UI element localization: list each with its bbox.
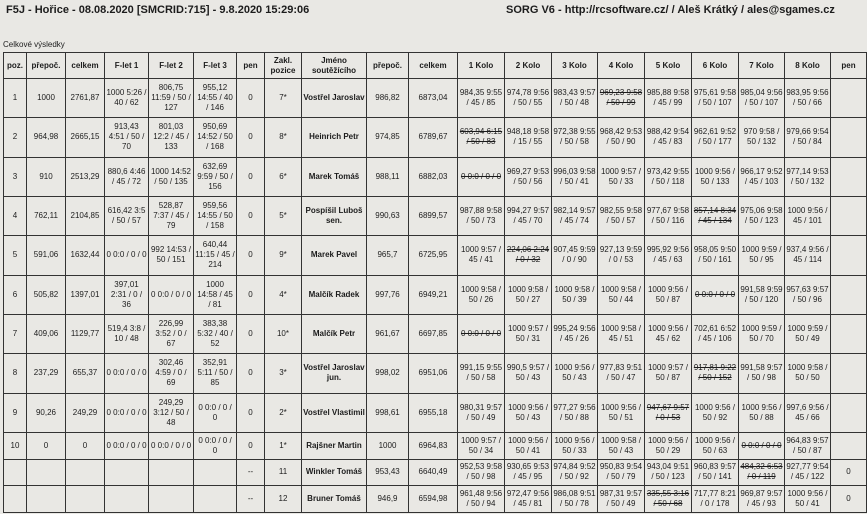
round-cell: 907,45 9:59 / 0 / 90 [552,236,598,275]
round-cell: 1000 9:57 / 50 / 33 [598,157,645,196]
celkem-total-cell: 6697,85 [409,314,458,353]
table-row [4,118,867,157]
col-header-kolo2: 2 Kolo [505,53,552,79]
pen-cell: 0 [237,118,265,157]
rank-cell: 1 [4,79,27,118]
prepoc-cell: 90,26 [27,393,66,432]
flight-cell: 955,12 14:55 / 40 / 146 [194,79,237,118]
software-link[interactable]: http://rcsoftware.cz/ [564,4,669,16]
prepoc-total-cell: 946,9 [367,486,409,513]
table-row [4,275,867,314]
col-header-kolo4: 4 Kolo [598,53,645,79]
round-cell: 972,47 9:56 / 45 / 81 [505,486,552,513]
flight-cell: 616,42 3:5 / 50 / 57 [105,196,149,235]
celkem-total-cell: 6882,03 [409,157,458,196]
author-name: / Aleš Krátký / [668,4,748,16]
round-cell: 1000 9:56 / 50 / 92 [692,393,739,432]
round-cell: 964,83 9:57 / 50 / 87 [785,432,831,459]
flight-cell: 0 0:0 / 0 / 0 [105,393,149,432]
pen-total-cell [831,314,867,353]
round-cell: 988,42 9:54 / 45 / 83 [645,118,692,157]
round-cell: 702,61 6:52 / 45 / 106 [692,314,739,353]
round-cell: 1000 9:58 / 50 / 27 [505,275,552,314]
round-cell: 1000 9:58 / 50 / 44 [598,275,645,314]
flight-cell: 0 0:0 / 0 / 0 [105,354,149,393]
round-cell: 1000 9:57 / 50 / 87 [645,354,692,393]
round-cell: 983,43 9:57 / 50 / 48 [552,79,598,118]
pen-cell: 0 [237,157,265,196]
round-cell: 1000 9:58 / 50 / 50 [785,354,831,393]
round-cell: 917,81 9:22 / 50 / 152 [692,354,739,393]
competitor-name: Pospíšil Luboš sen. [302,196,367,235]
round-cell: 983,95 9:56 / 50 / 66 [785,79,831,118]
flight-cell: 992 14:53 / 50 / 151 [149,236,194,275]
flight-cell: 383,38 5:32 / 40 / 52 [194,314,237,353]
rank-cell [4,486,27,513]
pen-cell: 0 [237,432,265,459]
round-cell: 857,14 8:34 / 45 / 134 [692,196,739,235]
table-row [4,157,867,196]
round-cell: 1000 9:56 / 50 / 51 [598,393,645,432]
round-cell: 969,27 9:53 / 50 / 56 [505,157,552,196]
round-cell: 958,05 9:50 / 50 / 161 [692,236,739,275]
round-cell: 952,53 9:58 / 50 / 98 [458,459,505,486]
table-row [4,314,867,353]
flight-cell: 959,56 14:55 / 50 / 158 [194,196,237,235]
base-position-cell: 3* [265,354,302,393]
prepoc-cell: 409,06 [27,314,66,353]
rank-cell: 7 [4,314,27,353]
rank-cell: 2 [4,118,27,157]
round-cell: 1000 9:59 / 50 / 70 [739,314,785,353]
base-position-cell: 11 [265,459,302,486]
round-cell: 1000 9:58 / 50 / 43 [598,432,645,459]
competitor-name: Bruner Tomáš [302,486,367,513]
flight-cell: 0 0:0 / 0 / 0 [194,432,237,459]
celkem-total-cell: 6951,06 [409,354,458,393]
celkem-cell: 0 [66,432,105,459]
round-cell: 979,66 9:54 / 50 / 84 [785,118,831,157]
round-cell: 997,6 9:56 / 45 / 66 [785,393,831,432]
celkem-cell: 249,29 [66,393,105,432]
round-cell: 996,03 9:58 / 50 / 41 [552,157,598,196]
round-cell: 1000 9:56 / 50 / 41 [785,486,831,513]
competitor-name: Marek Pavel [302,236,367,275]
prepoc-cell: 964,98 [27,118,66,157]
celkem-cell: 2513,29 [66,157,105,196]
page-header [0,0,835,22]
round-cell: 948,18 9:58 / 15 / 55 [505,118,552,157]
round-cell: 1000 9:58 / 50 / 26 [458,275,505,314]
round-cell: 987,31 9:57 / 50 / 49 [598,486,645,513]
table-row [4,432,867,459]
pen-cell: -- [237,459,265,486]
round-cell: 1000 9:57 / 45 / 41 [458,236,505,275]
pen-total-cell [831,79,867,118]
col-header-celkem-2: celkem [409,53,458,79]
round-cell: 991,58 9:59 / 50 / 120 [739,275,785,314]
pen-total-cell [831,354,867,393]
base-position-cell: 2* [265,393,302,432]
prepoc-total-cell: 965,7 [367,236,409,275]
flight-cell: 632,69 9:59 / 50 / 156 [194,157,237,196]
celkem-cell: 2761,87 [66,79,105,118]
col-header-poz: poz. [4,53,27,79]
round-cell: 960,83 9:57 / 50 / 141 [692,459,739,486]
prepoc-cell: 762,11 [27,196,66,235]
pen-cell: -- [237,486,265,513]
prepoc-cell: 910 [27,157,66,196]
base-position-cell: 5* [265,196,302,235]
base-position-cell: 8* [265,118,302,157]
results-table [3,52,867,513]
pen-total-cell [831,236,867,275]
flight-cell: 0 0:0 / 0 / 0 [105,236,149,275]
prepoc-cell: 1000 [27,79,66,118]
round-cell: 947,67 9:57 / 0 / 53 [645,393,692,432]
celkem-total-cell: 6789,67 [409,118,458,157]
pen-cell: 0 [237,275,265,314]
competitor-name: Malčík Petr [302,314,367,353]
flight-cell: 801,03 12:2 / 45 / 133 [149,118,194,157]
software-name: SORG V6 - [506,4,565,16]
round-cell: 969,87 9:57 / 45 / 93 [739,486,785,513]
round-cell: 335,55 3:16 / 50 / 68 [645,486,692,513]
round-cell: 717,77 8:21 / 0 / 178 [692,486,739,513]
celkem-cell: 2665,15 [66,118,105,157]
prepoc-total-cell: 961,67 [367,314,409,353]
flight-cell: 1000 5:26 / 40 / 62 [105,79,149,118]
col-header-kolo8: 8 Kolo [785,53,831,79]
celkem-total-cell: 6964,83 [409,432,458,459]
competitor-name: Vostřel Vlastimil [302,393,367,432]
round-cell: 224,06 2:24 / 0 / 32 [505,236,552,275]
round-cell: 970 9:58 / 50 / 132 [739,118,785,157]
prepoc-total-cell: 990,63 [367,196,409,235]
celkem-cell [66,486,105,513]
round-cell: 982,14 9:57 / 45 / 74 [552,196,598,235]
event-title: F5J - Hořice - 08.08.2020 [SMCRID:715] - 9.8.2020 15:29:06 [6,4,310,16]
rank-cell: 4 [4,196,27,235]
round-cell: 982,55 9:58 / 50 / 57 [598,196,645,235]
results-body [4,79,867,513]
celkem-total-cell: 6873,04 [409,79,458,118]
table-row [4,236,867,275]
round-cell: 957,63 9:57 / 50 / 96 [785,275,831,314]
round-cell: 984,35 9:55 / 45 / 85 [458,79,505,118]
round-cell: 968,42 9:53 / 50 / 90 [598,118,645,157]
flight-cell: 0 0:0 / 0 / 0 [105,432,149,459]
round-cell: 973,42 9:55 / 50 / 118 [645,157,692,196]
round-cell: 1000 9:58 / 45 / 51 [598,314,645,353]
flight-cell: 1000 14:58 / 45 / 81 [194,275,237,314]
round-cell: 974,84 9:52 / 50 / 92 [552,459,598,486]
round-cell: 943,04 9:51 / 50 / 123 [645,459,692,486]
round-cell: 1000 9:56 / 50 / 133 [692,157,739,196]
round-cell: 995,92 9:56 / 45 / 63 [645,236,692,275]
table-row [4,486,867,513]
celkem-cell [66,459,105,486]
round-cell: 991,15 9:55 / 50 / 58 [458,354,505,393]
round-cell: 937,4 9:56 / 45 / 114 [785,236,831,275]
round-cell: 980,31 9:57 / 50 / 49 [458,393,505,432]
col-header-pen: pen [237,53,265,79]
round-cell: 985,04 9:56 / 50 / 107 [739,79,785,118]
pen-total-cell [831,196,867,235]
base-position-cell: 10* [265,314,302,353]
col-header-kolo3: 3 Kolo [552,53,598,79]
competitor-name: Malčík Radek [302,275,367,314]
prepoc-total-cell: 988,11 [367,157,409,196]
celkem-total-cell: 6725,95 [409,236,458,275]
flight-cell [149,486,194,513]
round-cell: 974,78 9:56 / 50 / 55 [505,79,552,118]
flight-cell: 249,29 3:12 / 50 / 48 [149,393,194,432]
flight-cell [105,459,149,486]
round-cell: 977,83 9:51 / 50 / 47 [598,354,645,393]
round-cell: 484,32 6:53 / 0 / 119 [739,459,785,486]
base-position-cell: 9* [265,236,302,275]
celkem-total-cell: 6640,49 [409,459,458,486]
prepoc-cell: 0 [27,432,66,459]
flight-cell: 880,6 4:46 / 45 / 72 [105,157,149,196]
pen-total-cell [831,393,867,432]
table-row [4,354,867,393]
round-cell: 987,88 9:58 / 50 / 73 [458,196,505,235]
competitor-name: Heinrich Petr [302,118,367,157]
flight-cell: 0 0:0 / 0 / 0 [194,393,237,432]
pen-cell: 0 [237,236,265,275]
celkem-total-cell: 6899,57 [409,196,458,235]
col-header-kolo1: 1 Kolo [458,53,505,79]
prepoc-cell: 591,06 [27,236,66,275]
pen-cell: 0 [237,354,265,393]
round-cell: 995,24 9:56 / 45 / 26 [552,314,598,353]
base-position-cell: 6* [265,157,302,196]
round-cell: 962,61 9:52 / 50 / 177 [692,118,739,157]
competitor-name: Marek Tomáš [302,157,367,196]
round-cell: 986,08 9:51 / 50 / 78 [552,486,598,513]
pen-cell: 0 [237,393,265,432]
flight-cell: 528,87 7:37 / 45 / 79 [149,196,194,235]
round-cell: 930,65 9:53 / 45 / 95 [505,459,552,486]
prepoc-cell: 237,29 [27,354,66,393]
prepoc-total-cell: 998,61 [367,393,409,432]
round-cell: 0 0:0 / 0 / 0 [692,275,739,314]
celkem-cell: 1129,77 [66,314,105,353]
round-cell: 950,83 9:54 / 50 / 79 [598,459,645,486]
pen-total-cell [831,118,867,157]
round-cell: 977,14 9:53 / 50 / 132 [785,157,831,196]
flight-cell: 397,01 2:31 / 0 / 36 [105,275,149,314]
round-cell: 1000 9:56 / 50 / 41 [505,432,552,459]
celkem-total-cell: 6955,18 [409,393,458,432]
flight-cell: 226,99 3:52 / 0 / 67 [149,314,194,353]
round-cell: 1000 9:56 / 50 / 33 [552,432,598,459]
pen-total-cell [831,432,867,459]
round-cell: 990,5 9:57 / 50 / 43 [505,354,552,393]
flight-cell: 519,4 3:8 / 10 / 48 [105,314,149,353]
celkem-cell: 1397,01 [66,275,105,314]
base-position-cell: 1* [265,432,302,459]
flight-cell: 352,91 5:11 / 50 / 85 [194,354,237,393]
flight-cell: 950,69 14:52 / 50 / 168 [194,118,237,157]
col-header-prepoc-2: přepoč. [367,53,409,79]
round-cell: 0 0:0 / 0 / 0 [458,314,505,353]
round-cell: 985,88 9:58 / 45 / 99 [645,79,692,118]
col-header-jmeno: Jméno soutěžícího [302,53,367,79]
base-position-cell: 12 [265,486,302,513]
col-header-zakl-pozice: Zakl. pozice [265,53,302,79]
round-cell: 991,58 9:57 / 50 / 98 [739,354,785,393]
prepoc-total-cell: 1000 [367,432,409,459]
flight-cell: 806,75 11:59 / 50 / 127 [149,79,194,118]
prepoc-cell [27,486,66,513]
prepoc-total-cell: 998,02 [367,354,409,393]
flight-cell [194,459,237,486]
round-cell: 977,27 9:56 / 50 / 88 [552,393,598,432]
rank-cell [4,459,27,486]
round-cell: 1000 9:56 / 50 / 87 [645,275,692,314]
celkem-cell: 655,37 [66,354,105,393]
pen-total-cell [831,157,867,196]
competitor-name: Winkler Tomáš [302,459,367,486]
round-cell: 975,06 9:58 / 50 / 123 [739,196,785,235]
prepoc-total-cell: 986,82 [367,79,409,118]
celkem-total-cell: 6949,21 [409,275,458,314]
round-cell: 966,17 9:52 / 45 / 103 [739,157,785,196]
flight-cell [105,486,149,513]
round-cell: 1000 9:56 / 45 / 101 [785,196,831,235]
software-credit [506,4,835,16]
base-position-cell: 7* [265,79,302,118]
prepoc-total-cell: 953,43 [367,459,409,486]
round-cell: 1000 9:57 / 50 / 31 [505,314,552,353]
round-cell: 1000 9:56 / 50 / 88 [739,393,785,432]
pen-total-cell: 0 [831,459,867,486]
round-cell: 1000 9:58 / 50 / 39 [552,275,598,314]
round-cell: 603,94 6:15 / 50 / 83 [458,118,505,157]
col-header-prepoc: přepoč. [27,53,66,79]
round-cell: 961,48 9:56 / 50 / 94 [458,486,505,513]
flight-cell: 0 0:0 / 0 / 0 [149,275,194,314]
round-cell: 1000 9:59 / 50 / 49 [785,314,831,353]
email-link[interactable]: ales@sgames.cz [747,4,835,16]
round-cell: 972,38 9:55 / 50 / 58 [552,118,598,157]
flight-cell: 1000 14:52 / 50 / 135 [149,157,194,196]
col-header-flet3: F-let 3 [194,53,237,79]
pen-cell: 0 [237,314,265,353]
table-row [4,459,867,486]
round-cell: 975,61 9:58 / 50 / 107 [692,79,739,118]
col-header-flet2: F-let 2 [149,53,194,79]
rank-cell: 9 [4,393,27,432]
flight-cell: 302,46 4:59 / 0 / 69 [149,354,194,393]
celkem-cell: 2104,85 [66,196,105,235]
round-cell: 994,27 9:57 / 45 / 70 [505,196,552,235]
col-header-pen-2: pen [831,53,867,79]
round-cell: 927,13 9:59 / 0 / 53 [598,236,645,275]
prepoc-total-cell: 997,76 [367,275,409,314]
flight-cell: 0 0:0 / 0 / 0 [149,432,194,459]
flight-cell: 640,44 11:15 / 45 / 214 [194,236,237,275]
pen-total-cell [831,275,867,314]
col-header-flet1: F-let 1 [105,53,149,79]
round-cell: 1000 9:56 / 50 / 63 [692,432,739,459]
round-cell: 1000 9:56 / 50 / 29 [645,432,692,459]
rank-cell: 3 [4,157,27,196]
celkem-total-cell: 6594,98 [409,486,458,513]
flight-cell [149,459,194,486]
round-cell: 1000 9:59 / 50 / 95 [739,236,785,275]
prepoc-cell [27,459,66,486]
col-header-celkem: celkem [66,53,105,79]
pen-cell: 0 [237,196,265,235]
rank-cell: 5 [4,236,27,275]
table-header-row [4,53,867,79]
prepoc-cell: 505,82 [27,275,66,314]
round-cell: 977,67 9:58 / 50 / 116 [645,196,692,235]
round-cell: 1000 9:56 / 50 / 43 [552,354,598,393]
flight-cell [194,486,237,513]
results-subtitle: Celkové výsledky [3,40,65,49]
round-cell: 1000 9:56 / 50 / 43 [505,393,552,432]
base-position-cell: 4* [265,275,302,314]
pen-cell: 0 [237,79,265,118]
competitor-name: Rajšner Martin [302,432,367,459]
round-cell: 1000 9:56 / 45 / 62 [645,314,692,353]
celkem-cell: 1632,44 [66,236,105,275]
competitor-name: Vostřel Jaroslav [302,79,367,118]
col-header-kolo5: 5 Kolo [645,53,692,79]
table-row [4,393,867,432]
prepoc-total-cell: 974,85 [367,118,409,157]
round-cell: 0 0:0 / 0 / 0 [739,432,785,459]
competitor-name: Vostřel Jaroslav jun. [302,354,367,393]
rank-cell: 6 [4,275,27,314]
col-header-kolo6: 6 Kolo [692,53,739,79]
col-header-kolo7: 7 Kolo [739,53,785,79]
flight-cell: 913,43 4:51 / 50 / 70 [105,118,149,157]
table-row [4,79,867,118]
round-cell: 0 0:0 / 0 / 0 [458,157,505,196]
rank-cell: 10 [4,432,27,459]
pen-total-cell: 0 [831,486,867,513]
round-cell: 927,77 9:54 / 45 / 122 [785,459,831,486]
round-cell: 969,23 9:58 / 50 / 99 [598,79,645,118]
round-cell: 1000 9:57 / 50 / 34 [458,432,505,459]
table-row [4,196,867,235]
rank-cell: 8 [4,354,27,393]
